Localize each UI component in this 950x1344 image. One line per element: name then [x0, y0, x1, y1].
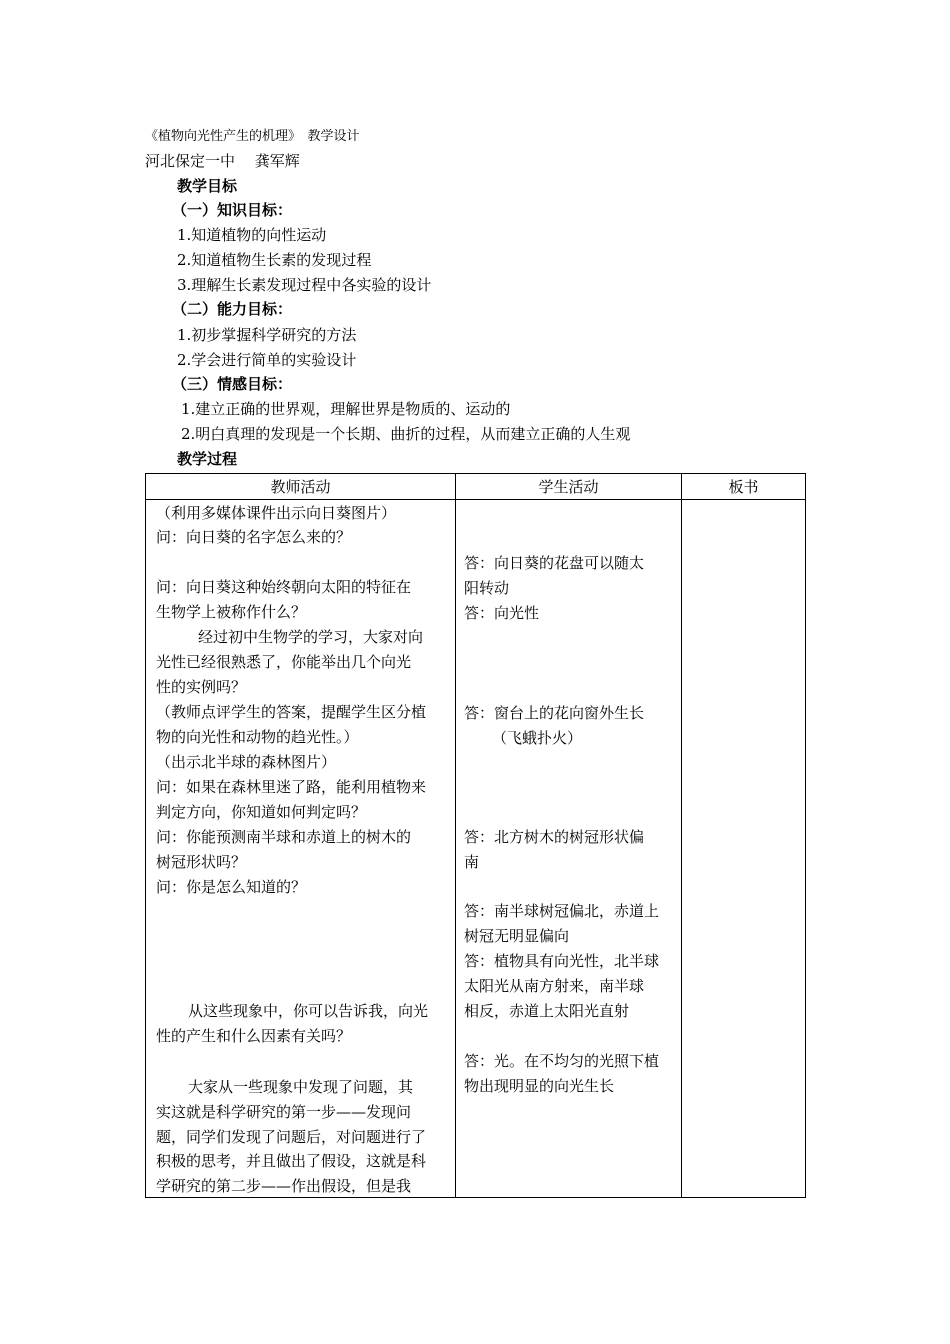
- emotion-item: 2.明白真理的发现是一个长期、曲折的过程，从而建立正确的人生观: [181, 425, 631, 443]
- knowledge-item: 1.知道植物的向性运动: [177, 226, 327, 244]
- teacher-line: 问：向日葵的名字怎么来的？: [156, 528, 352, 546]
- teacher-line: 问：你能预测南半球和赤道上的树木的: [156, 828, 412, 846]
- student-line: 树冠无明显偏向: [464, 927, 570, 945]
- student-line: 南: [464, 853, 480, 871]
- teacher-line: 问：如果在森林里迷了路，能利用植物来: [156, 778, 427, 796]
- process-heading: 教学过程: [177, 450, 238, 468]
- student-line: 答：南半球树冠偏北，赤道上: [464, 902, 660, 920]
- teacher-line: 树冠形状吗？: [156, 853, 247, 871]
- student-line: 答：光。在不均匀的光照下植: [464, 1052, 660, 1070]
- student-line: 答：窗台上的花向窗外生长: [464, 704, 645, 722]
- knowledge-heading: （一）知识目标：: [172, 201, 293, 219]
- teacher-line: 性的产生和什么因素有关吗？: [156, 1027, 352, 1045]
- student-cell: [456, 500, 682, 1198]
- student-line: （飞蛾扑火）: [492, 729, 583, 747]
- teacher-cell: [146, 500, 456, 1198]
- emotion-item: 1.建立正确的世界观，理解世界是物质的、运动的: [181, 400, 511, 418]
- process-table: [145, 473, 806, 1198]
- teacher-line: （出示北半球的森林图片）: [156, 753, 337, 771]
- teacher-line: 问：你是怎么知道的？: [156, 878, 307, 896]
- ability-heading: （二）能力目标：: [172, 300, 293, 318]
- teacher-line: 从这些现象中，你可以告诉我，向光: [188, 1002, 429, 1020]
- teacher-line: （教师点评学生的答案，提醒学生区分植: [156, 703, 427, 721]
- teacher-line: 问：向日葵这种始终朝向太阳的特征在: [156, 578, 412, 596]
- teacher-line: 光性已经很熟悉了，你能举出几个向光: [156, 653, 412, 671]
- table-header-row: [146, 474, 806, 500]
- board-cell: [682, 500, 806, 1198]
- student-line: 物出现明显的向光生长: [464, 1077, 615, 1095]
- student-line: 答：向光性: [464, 604, 540, 622]
- knowledge-item: 2.知道植物生长素的发现过程: [177, 251, 372, 269]
- student-line: 答：植物具有向光性，北半球: [464, 952, 660, 970]
- teacher-line: 大家从一些现象中发现了问题，其: [188, 1078, 414, 1096]
- emotion-heading: （三）情感目标：: [172, 375, 293, 393]
- student-line: 答：北方树木的树冠形状偏: [464, 828, 645, 846]
- teacher-line: 题，同学们发现了问题后，对问题进行了: [156, 1128, 427, 1146]
- teacher-line: 物的向光性和动物的趋光性。）: [156, 728, 359, 746]
- teacher-line: 积极的思考，并且做出了假设，这就是科: [156, 1152, 427, 1170]
- document-title: 《植物向光性产生的机理》 教学设计: [145, 129, 360, 144]
- header-teacher: 教师活动: [146, 474, 456, 500]
- ability-item: 2.学会进行简单的实验设计: [177, 351, 357, 369]
- student-line: 阳转动: [464, 579, 510, 597]
- knowledge-item: 3.理解生长素发现过程中各实验的设计: [177, 276, 432, 294]
- teacher-line: 性的实例吗？: [156, 678, 247, 696]
- teacher-line: 判定方向，你知道如何判定吗？: [156, 803, 367, 821]
- teacher-line: 生物学上被称作什么？: [156, 603, 307, 621]
- student-line: 答：向日葵的花盘可以随太: [464, 554, 645, 572]
- teacher-line: 学研究的第二步——作出假设，但是我: [156, 1177, 412, 1195]
- table-row: [146, 500, 806, 1198]
- objectives-heading: 教学目标: [177, 177, 238, 195]
- ability-item: 1.初步掌握科学研究的方法: [177, 326, 357, 344]
- author-line: 河北保定一中 龚军辉: [145, 152, 300, 170]
- teacher-line: 实这就是科学研究的第一步——发现问: [156, 1103, 412, 1121]
- header-board: 板书: [682, 474, 806, 500]
- teacher-line: 经过初中生物学的学习，大家对向: [198, 628, 424, 646]
- student-line: 相反，赤道上太阳光直射: [464, 1002, 630, 1020]
- header-student: 学生活动: [456, 474, 682, 500]
- student-line: 太阳光从南方射来，南半球: [464, 977, 645, 995]
- teacher-line: （利用多媒体课件出示向日葵图片）: [156, 504, 397, 522]
